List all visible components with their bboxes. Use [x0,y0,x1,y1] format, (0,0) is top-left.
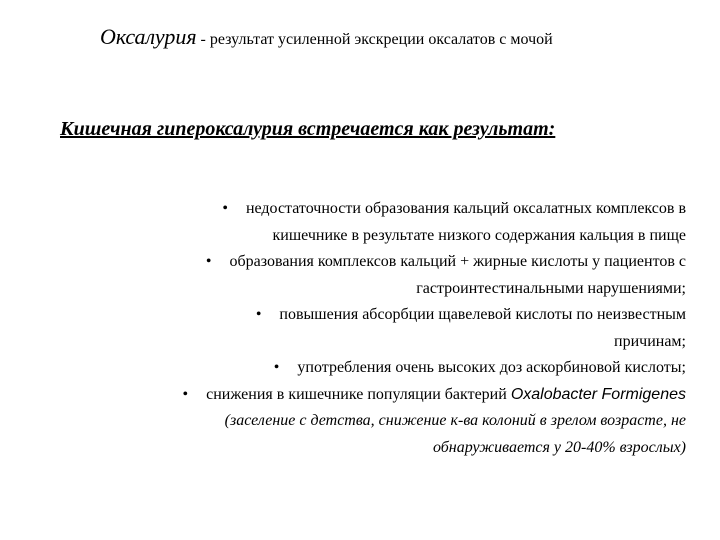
list-item [60,302,686,355]
item-text: причинам; [614,332,686,350]
bullet-icon: • [255,306,262,323]
bullet-icon: • [273,359,280,376]
item-text: кишечнике в результате низкого содержания кальция в пище [272,226,686,244]
item-text: недостаточности образования кальций оксалатных комплексов в [245,200,686,217]
item-text: употребления очень высоких доз аскорбиновой кислоты; [297,359,686,376]
bacterium-name: Oxalobacter Formigenes [510,385,686,403]
list-item [60,196,686,249]
item-text: повышения абсорбции щавелевой кислоты по неизвестным [279,306,686,323]
list-item [60,382,686,462]
list-item [60,355,686,382]
item-text: (заселение с детства, снижение к-ва колоний в зрелом возрасте, не [224,412,686,429]
item-text: образования комплексов кальций + жирные кислоты у пациентов с [229,253,686,270]
item-text: снижения в кишечнике популяции бактерий [206,385,511,403]
slide-title [100,24,700,50]
bullet-list [60,196,686,461]
bullet-icon: • [205,253,212,270]
list-item [60,249,686,302]
title-term: Оксалурия [100,24,197,49]
title-definition: - результат усиленной экскреции оксалатов с мочой [196,31,553,48]
subheading: Кишечная гипероксалурия встречается как результат: [60,118,556,140]
item-text: гастроинтестинальными нарушениями; [416,279,686,297]
bullet-icon: • [182,385,189,403]
bullet-icon: • [222,200,228,217]
item-text: обнаруживается у 20-40% взрослых) [432,438,686,456]
